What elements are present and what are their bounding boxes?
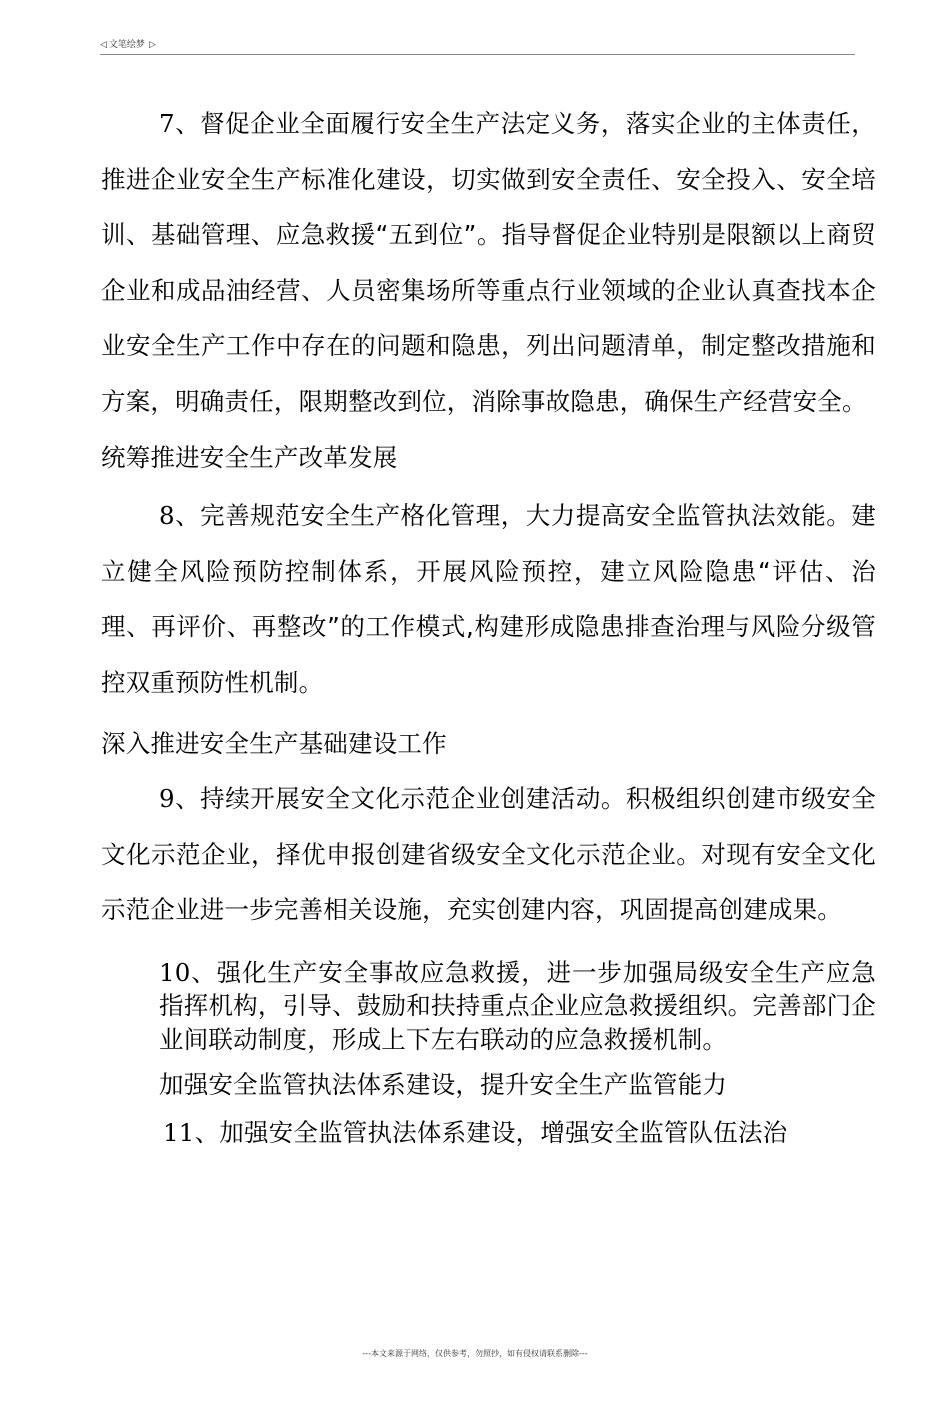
paragraph-11 [163, 1111, 876, 1155]
paragraph-number: 7 [159, 109, 175, 138]
paragraph-number: 10 [159, 957, 191, 987]
header-text: 文笔绘梦 [108, 40, 145, 50]
paragraph-number: 11 [163, 1118, 195, 1147]
paragraph-number: 9 [159, 784, 175, 813]
paragraph-number: 8 [159, 501, 175, 530]
page-header [100, 38, 855, 55]
section-heading-enforcement: 加强安全监管执法体系建设，提升安全生产监管能力 [159, 1070, 728, 1099]
paragraph-8 [101, 488, 876, 710]
paragraph-10 [159, 956, 876, 1057]
paragraph-text: 、持续开展安全文化示范企业创建活动。积极组织创建市级安全文化示范企业，择优申报创建省级安全文化示范企业。对现有安全文化示范企业进一步完善相关设施，充实创建内容，巩固提高创建成果。 [101, 784, 876, 924]
paragraph-text: 、完善规范安全生产格化管理，大力提高安全监管执法效能。建立健全风险预防控制体系，开展风险预控，建立风险隐患“评估、治理、再评价、再整改”的工作模式,构建形成隐患排查治理与风险分级管控双重预防性机制。 [101, 501, 876, 697]
document-body [101, 96, 876, 1155]
left-triangle-icon: ◁ [100, 40, 107, 50]
paragraph-7 [101, 96, 876, 429]
section-heading-foundation: 深入推进安全生产基础建设工作 [101, 729, 447, 758]
paragraph-text: 、加强安全监管执法体系建设，增强安全监管队伍法治 [194, 1118, 788, 1147]
page-footer: ---本文来源于网络，仅供参考，勿照抄，如有侵权请联系删除--- [362, 1349, 588, 1358]
paragraph-text: 、督促企业全面履行安全生产法定义务，落实企业的主体责任，推进企业安全生产标准化建设，切实做到安全责任、安全投入、安全培训、基础管理、应急救援“五到位”。指导督促企业特别是限额以上商贸企业和成品油经营、人员密集场所等重点行业领域的企业认真查找本企业安全生产工作中存在的问题和隐患，列出问题清单，制定整改措施和方案，明确责任，限期整改到位，消除事故隐患，确保生产经营安全。 [101, 109, 876, 416]
right-triangle-icon: ▷ [148, 40, 156, 50]
section-heading-reform: 统筹推进安全生产改革发展 [101, 443, 398, 472]
paragraph-9 [101, 771, 876, 938]
paragraph-text: 、强化生产安全事故应急救援，进一步加强局级安全生产应急指挥机构，引导、鼓励和扶持重点企业应急救援组织。完善部门企业间联动制度，形成上下左右联动的应急救援机制。 [159, 957, 876, 1054]
